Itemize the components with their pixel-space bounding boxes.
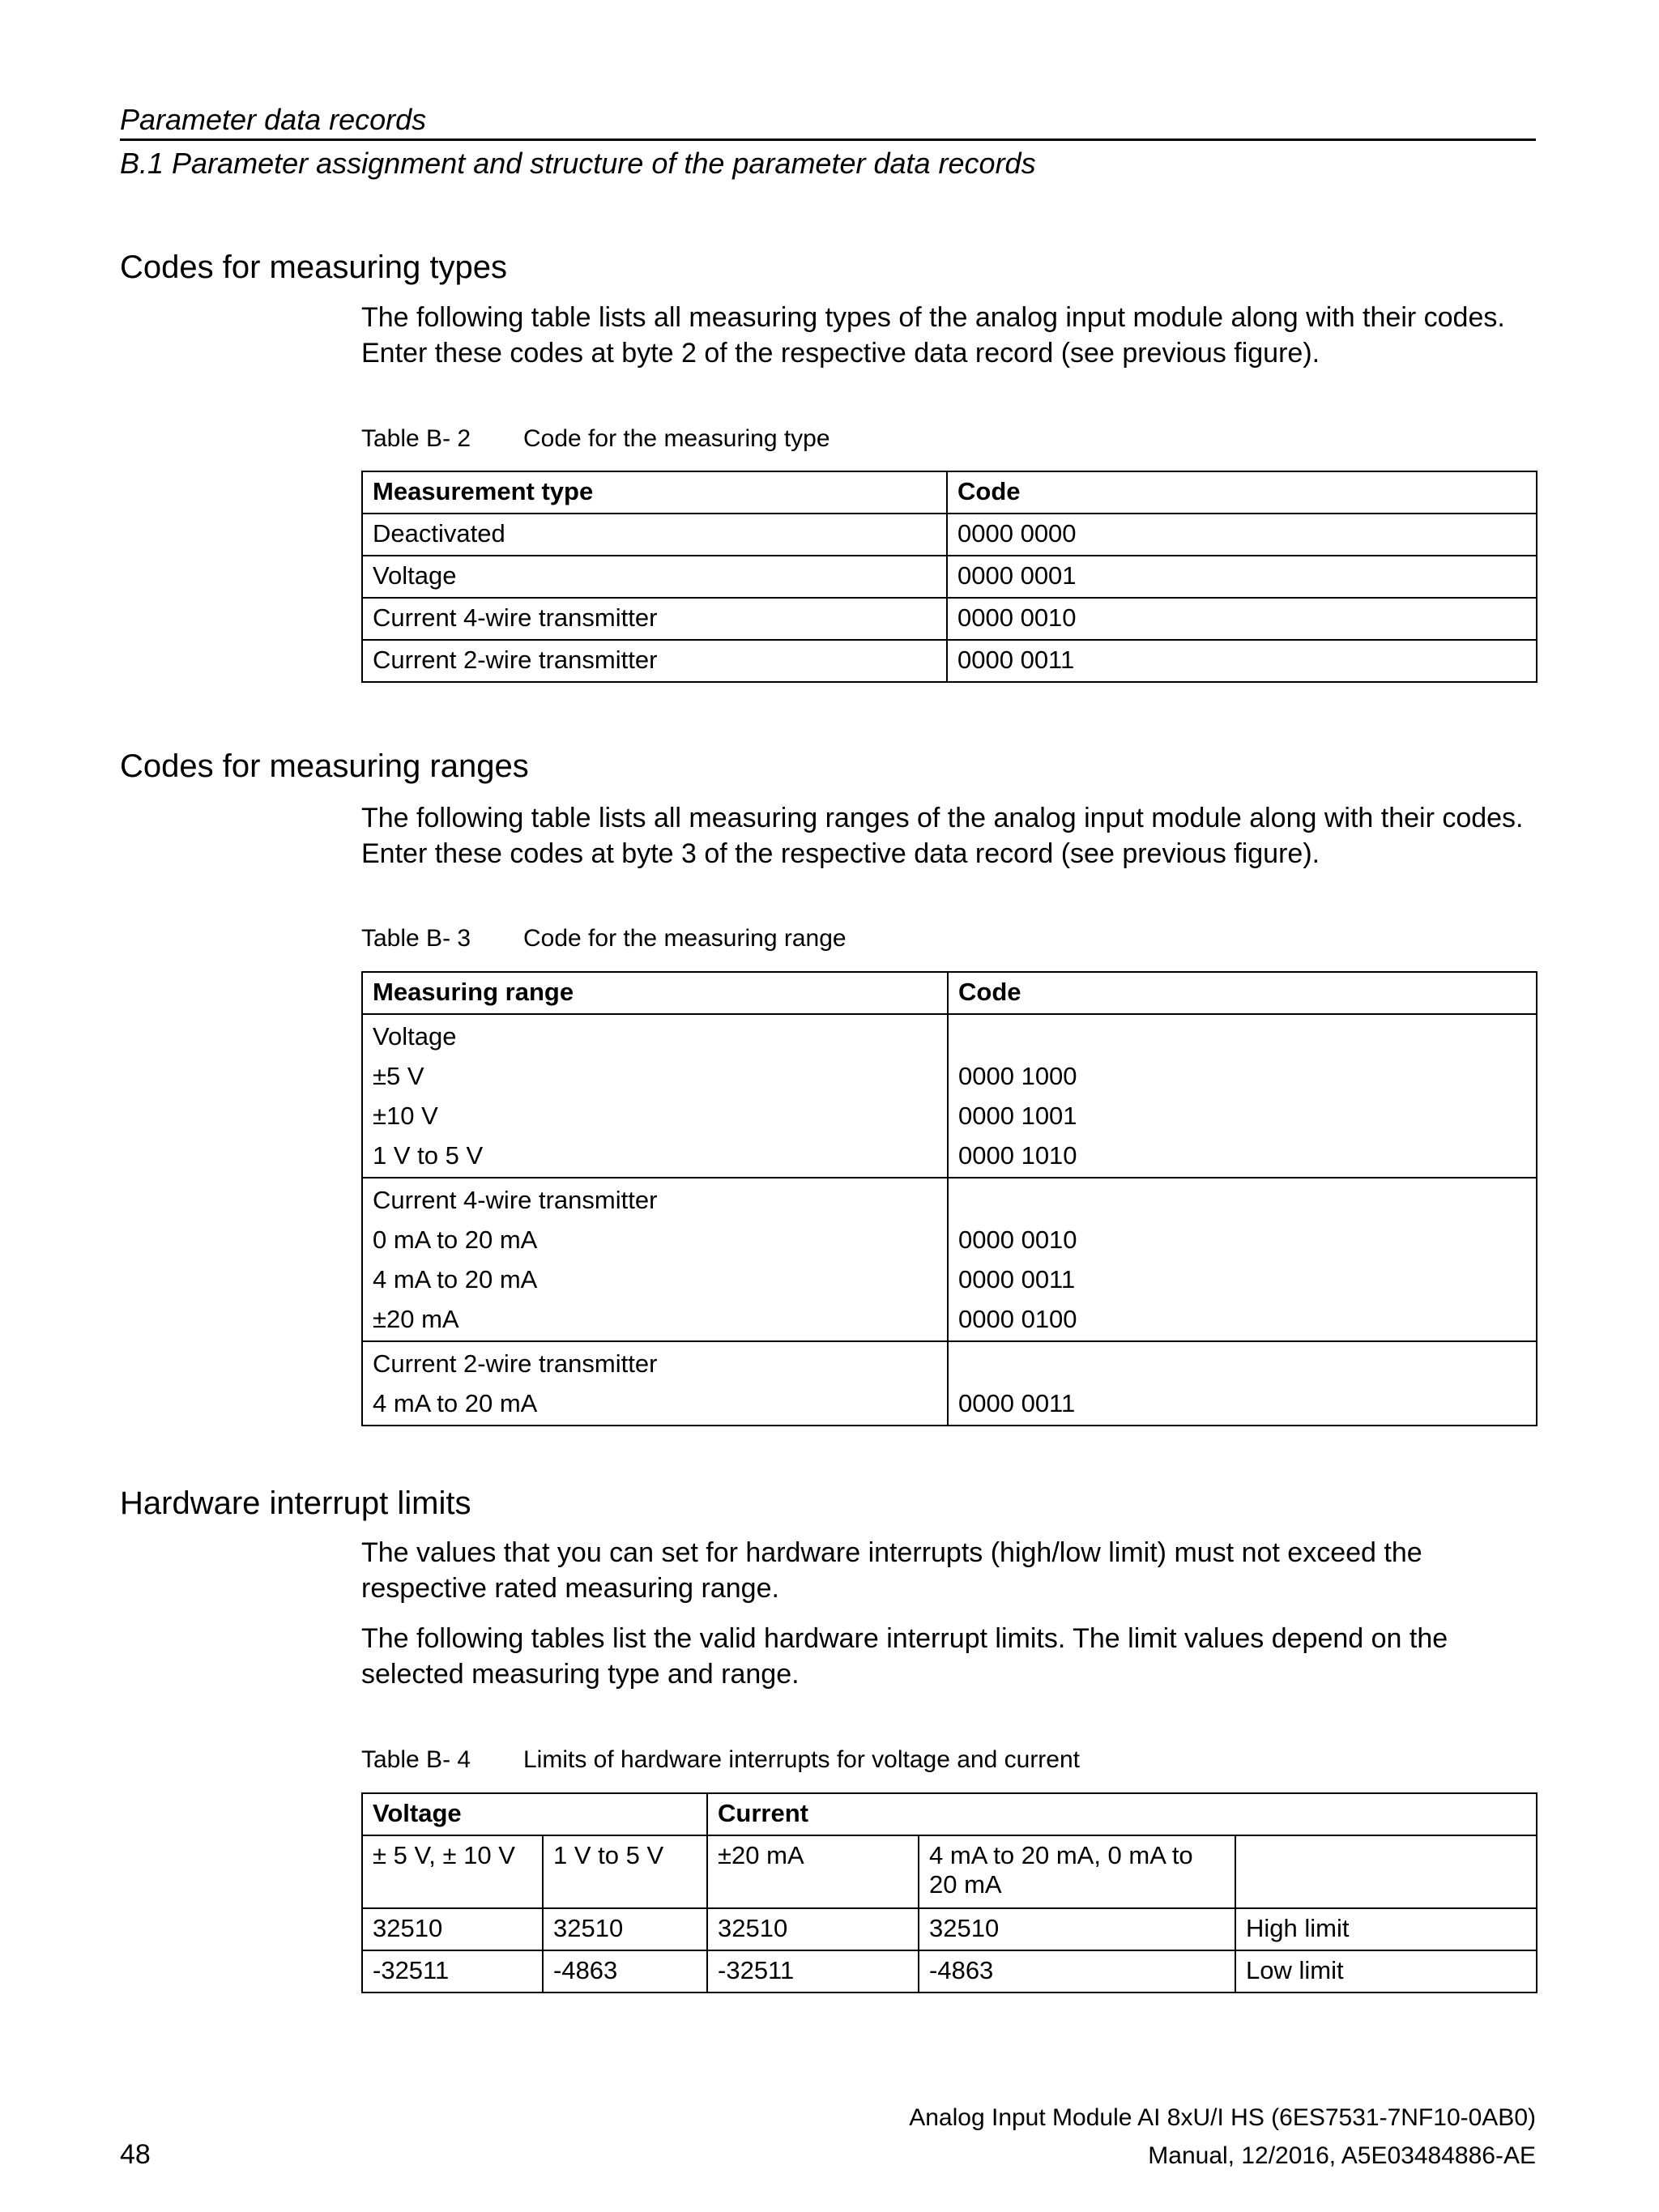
table-cell: -4863 <box>919 1950 1235 1993</box>
range-label: 4 mA to 20 mA <box>373 1265 538 1294</box>
subheader-cell <box>1235 1835 1537 1908</box>
section-heading-measuring-types: Codes for measuring types <box>120 249 508 285</box>
code-group-cell <box>948 1014 1537 1178</box>
footer-manual: Manual, 12/2016, A5E03484886-AE <box>1148 2142 1536 2169</box>
table-row <box>362 556 1537 598</box>
table-cell: 0000 0011 <box>947 640 1537 682</box>
column-header: Code <box>948 972 1537 1014</box>
footer-product: Analog Input Module AI 8xU/I HS (6ES7531-7NF10-0AB0) <box>909 2104 1536 2131</box>
column-header: Code <box>947 471 1537 514</box>
table-row <box>362 514 1537 556</box>
table-cell: High limit <box>1235 1908 1537 1950</box>
range-label: 1 V to 5 V <box>373 1141 484 1170</box>
paragraph-text: The following table lists all measuring types of the analog input module along with their codes. Enter these codes at byte 2 of the respective data record (see previous figure). <box>361 302 1505 369</box>
table-group-row-current-4-wire <box>362 1178 1537 1341</box>
table-cell: 32510 <box>707 1908 919 1950</box>
range-code: 0000 0011 <box>958 1389 1076 1417</box>
subheader-cell: ± 5 V, ± 10 V <box>362 1835 543 1908</box>
range-group-cell <box>362 1014 948 1178</box>
table-header-row <box>362 471 1537 514</box>
code-group-cell <box>948 1341 1537 1426</box>
table-cell: 32510 <box>543 1908 707 1950</box>
table-cell: Voltage <box>362 556 947 598</box>
caption-title: Limits of hardware interrupts for voltage and current <box>523 1746 1080 1773</box>
range-label: 0 mA to 20 mA <box>373 1225 538 1254</box>
blank-line <box>958 1180 1526 1220</box>
caption-number: Table B- 2 <box>361 425 471 452</box>
table-measuring-type <box>361 471 1537 683</box>
table-cell: 0000 0001 <box>947 556 1537 598</box>
group-title: Current 2-wire transmitter <box>373 1349 658 1378</box>
subheader-cell: 4 mA to 20 mA, 0 mA to 20 mA <box>919 1835 1235 1908</box>
table-cell: Deactivated <box>362 514 947 556</box>
page-number: 48 <box>120 2139 151 2170</box>
range-code: 0000 0010 <box>958 1225 1077 1254</box>
table-cell: -32511 <box>362 1950 543 1993</box>
table-group-row-voltage <box>362 1014 1537 1178</box>
paragraph-text: The following tables list the valid hardware interrupt limits. The limit values depend on the selected measuring type and range. <box>361 1623 1448 1690</box>
range-label: 4 mA to 20 mA <box>373 1389 538 1417</box>
table-row <box>362 640 1537 682</box>
blank-line <box>958 1344 1526 1383</box>
table-caption-b2 <box>361 427 830 451</box>
column-group-header-current: Current <box>707 1793 1537 1835</box>
table-caption-b4 <box>361 1748 1080 1772</box>
table-row <box>362 1950 1537 1993</box>
section-heading-measuring-ranges: Codes for measuring ranges <box>120 748 529 784</box>
table-cell: -4863 <box>543 1950 707 1993</box>
range-code: 0000 1001 <box>958 1102 1077 1130</box>
range-code: 0000 0100 <box>958 1305 1077 1333</box>
table-group-header-row <box>362 1793 1537 1835</box>
paragraph-text: The following table lists all measuring ranges of the analog input module along with their codes. Enter these codes at byte 3 of the respective data record (see previous figure). <box>361 803 1524 869</box>
section-heading-hardware-interrupt-limits: Hardware interrupt limits <box>120 1485 471 1521</box>
column-header: Measuring range <box>362 972 948 1014</box>
code-group-cell <box>948 1178 1537 1341</box>
table-cell: 0000 0010 <box>947 598 1537 640</box>
caption-number: Table B- 4 <box>361 1746 471 1773</box>
column-header: Measurement type <box>362 471 947 514</box>
table-cell: 0000 0000 <box>947 514 1537 556</box>
table-interrupt-limits <box>361 1792 1537 1993</box>
table-cell: Current 4-wire transmitter <box>362 598 947 640</box>
table-measuring-range <box>361 971 1537 1426</box>
section3-paragraph-1 <box>361 1535 1536 1606</box>
section1-paragraph <box>361 300 1536 371</box>
table-cell: 32510 <box>362 1908 543 1950</box>
range-label: ±10 V <box>373 1102 438 1130</box>
caption-title: Code for the measuring range <box>523 925 847 952</box>
table-cell: -32511 <box>707 1950 919 1993</box>
caption-number: Table B- 3 <box>361 925 471 952</box>
header-rule <box>120 139 1536 141</box>
running-header-section: B.1 Parameter assignment and structure of the parameter data records <box>120 147 1036 180</box>
blank-line <box>958 1016 1526 1056</box>
caption-title: Code for the measuring type <box>523 425 830 452</box>
range-group-cell <box>362 1341 948 1426</box>
subheader-cell: ±20 mA <box>707 1835 919 1908</box>
range-code: 0000 1010 <box>958 1141 1077 1170</box>
table-cell: Current 2-wire transmitter <box>362 640 947 682</box>
range-code: 0000 0011 <box>958 1265 1076 1294</box>
group-title: Voltage <box>373 1022 457 1051</box>
subheader-cell: 1 V to 5 V <box>543 1835 707 1908</box>
range-code: 0000 1000 <box>958 1062 1077 1090</box>
section2-paragraph <box>361 800 1536 872</box>
table-cell: Low limit <box>1235 1950 1537 1993</box>
table-row <box>362 1908 1537 1950</box>
range-group-cell <box>362 1178 948 1341</box>
column-group-header-voltage: Voltage <box>362 1793 707 1835</box>
running-header-chapter: Parameter data records <box>120 103 427 136</box>
paragraph-text: The values that you can set for hardware interrupts (high/low limit) must not exceed the respective rated measuring range. <box>361 1537 1422 1604</box>
group-title: Current 4-wire transmitter <box>373 1186 658 1214</box>
section3-paragraph-2 <box>361 1621 1536 1692</box>
range-label: ±20 mA <box>373 1305 459 1333</box>
table-caption-b3 <box>361 927 847 951</box>
table-group-row-current-2-wire <box>362 1341 1537 1426</box>
table-subheader-row <box>362 1835 1537 1908</box>
range-label: ±5 V <box>373 1062 424 1090</box>
table-row <box>362 598 1537 640</box>
table-header-row <box>362 972 1537 1014</box>
table-cell: 32510 <box>919 1908 1235 1950</box>
